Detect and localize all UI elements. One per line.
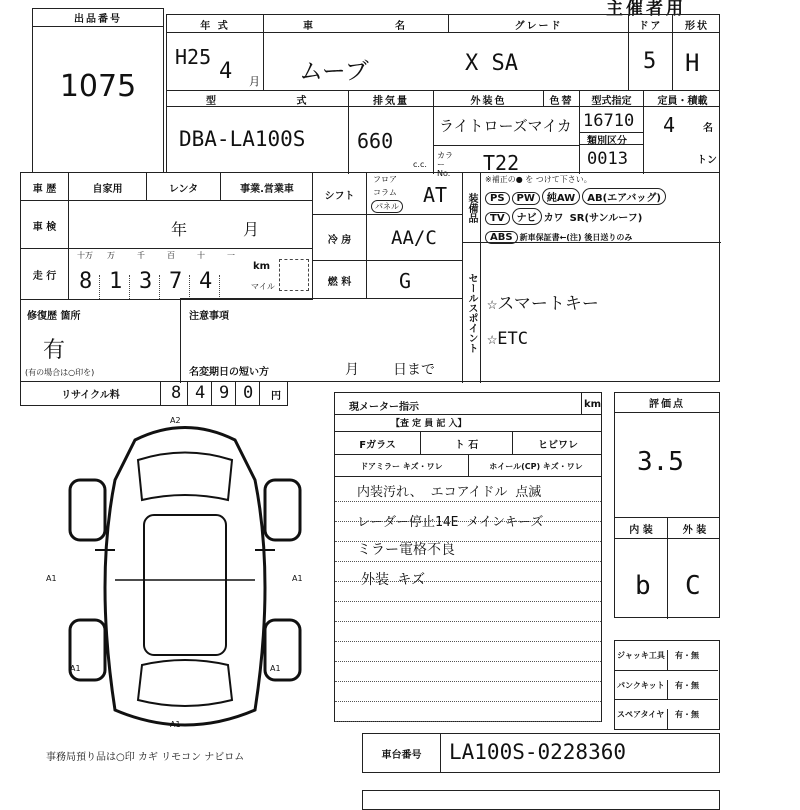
equipment-label: 装備品 <box>463 173 481 243</box>
fuel-label: 燃 料 <box>313 261 367 299</box>
displacement-header: 排気量 <box>349 91 434 107</box>
repair-value: 有 <box>43 338 66 363</box>
color-value: ライトローズマイカ <box>439 117 572 135</box>
lot-box <box>32 8 164 173</box>
model-value: DBA-LA100S <box>179 127 306 151</box>
history-option-private: 自家用 <box>69 173 147 201</box>
month-unit: 月 <box>249 75 260 88</box>
model-header: 型 <box>206 95 218 107</box>
inspector-note-3: ミラー電格不良 <box>357 542 455 558</box>
shape-value: H <box>685 49 700 77</box>
lot-number: 1075 <box>59 69 137 104</box>
cc-unit: c.c. <box>413 160 427 169</box>
capacity-header: 定員・積載 <box>657 95 708 107</box>
year-header: 年 式 <box>167 15 264 33</box>
equip-pw: PW <box>512 192 540 205</box>
meter-label: 現メーター指示 <box>349 402 419 413</box>
caution-label: 注意事項 <box>189 311 229 322</box>
inspector-note-1: 内装汚れ、 エコアイドル 点滅 <box>357 485 542 500</box>
bottom-table <box>362 790 720 810</box>
displacement-value: 660 <box>357 129 394 153</box>
equip-navi: ナビ <box>512 208 542 225</box>
car-diagram <box>40 420 330 740</box>
equip-sunroof: SR(サンルーフ) <box>569 213 643 224</box>
mileage-digit: 1 <box>109 269 123 294</box>
inspection-month-unit: 月 <box>243 220 260 239</box>
doors-value: 5 <box>643 49 657 74</box>
tool-label: パンクキット <box>617 680 668 700</box>
model-header-2: 式 <box>257 91 349 107</box>
shift-value: AT <box>423 183 448 207</box>
color-no-label: カラー No. <box>437 151 453 178</box>
grade-value: X SA <box>465 51 518 76</box>
mileage-unit-label: 一 <box>227 251 235 260</box>
history-option-rental: レンタ <box>147 173 221 201</box>
mileage-unit-label: 千 <box>137 251 145 260</box>
equip-tv: TV <box>485 212 510 225</box>
history-label: 車 歴 <box>21 173 69 201</box>
office-note: 事務局預り品は○印 カギ リモコン ナビロム <box>46 752 245 763</box>
shape-header: 形状 <box>685 20 709 32</box>
inspector-note-2: レーダー停止14E メインキーズ <box>357 515 544 530</box>
recycle-label: リサイクル料 <box>21 382 161 405</box>
ac-label: 冷 房 <box>313 215 367 261</box>
crack-label: ヒビワレ <box>538 439 578 451</box>
diagram-label-left-upper: A1 <box>46 574 57 583</box>
entry-label: 【査 定 員 記 入】 <box>391 419 467 429</box>
mileage-digit: 4 <box>199 269 213 294</box>
mile-label: マイル <box>251 282 275 291</box>
equip-warranty: 新車保証書←(注) 後日送りのみ <box>519 233 633 242</box>
repair-note: (有の場合は○印を) <box>25 368 95 377</box>
shift-option-floor: フロア <box>373 175 397 184</box>
equipment-note: ※補正の● を つけて下さい。 <box>485 175 592 184</box>
name-change-day: 日まで <box>393 362 435 378</box>
exterior-label: 外 装 <box>682 524 707 536</box>
mileage-digit: 7 <box>169 269 183 294</box>
score-box <box>614 392 720 618</box>
name-header: 名 <box>354 15 449 33</box>
color-change-header: 色替 <box>544 91 580 107</box>
inspector-note-4: 外装 キズ <box>361 572 426 588</box>
tool-row <box>615 699 718 729</box>
mileage-unit-label: 十万 <box>77 251 93 260</box>
tool-value: 有・無 <box>675 681 699 690</box>
type-designation-value: 16710 <box>583 111 635 131</box>
inspection-label: 車 検 <box>21 201 69 249</box>
mileage-unit-label: 百 <box>167 251 175 260</box>
name-change-month: 月 <box>345 362 359 378</box>
repair-label: 修復歴 箇所 <box>27 311 81 322</box>
equip-leather: カワ <box>543 213 564 224</box>
tools-box <box>614 640 720 730</box>
exterior-value: C <box>685 571 701 601</box>
recycle-box <box>20 381 288 406</box>
mileage-digit: 3 <box>139 269 153 294</box>
shift-option-panel: パネル <box>371 200 403 213</box>
month-value: 4 <box>219 59 233 84</box>
shift-label: シフト <box>313 173 367 215</box>
mileage-unit-label: 十 <box>197 251 205 260</box>
recycle-digit: 9 <box>219 383 230 403</box>
mileage-label: 走 行 <box>21 249 69 299</box>
capacity-value: 4 <box>663 113 676 137</box>
chassis-label: 車台番号 <box>363 734 441 772</box>
wheel-label: ホイール(CP) キズ・ワレ <box>489 461 583 471</box>
equip-aw: 純AW <box>542 188 580 205</box>
car-header: 車 <box>303 20 315 32</box>
diagram-label-bottom: A1 <box>170 720 181 729</box>
door-header: ドア <box>629 15 673 33</box>
diagram-label-right-upper: A1 <box>292 574 303 583</box>
interior-label: 内 装 <box>615 517 668 539</box>
history-section <box>20 172 720 382</box>
mileage-unit-label: 万 <box>107 251 115 260</box>
recycle-digit: 8 <box>171 383 182 403</box>
ton-unit: トン <box>697 155 717 166</box>
vehicle-table <box>166 14 720 178</box>
chassis-value: LA100S-0228360 <box>449 740 627 764</box>
fglass-options: ト 石 <box>421 431 513 455</box>
color-header: 外装色 <box>434 91 544 107</box>
class-category-header: 類別区分 <box>587 136 627 147</box>
interior-value: b <box>635 571 651 601</box>
recycle-digit: 0 <box>243 383 254 403</box>
equip-ps: PS <box>485 192 510 205</box>
sales-points-label: セールスポイント <box>463 243 481 383</box>
fglass-label: Fガラス <box>335 431 421 455</box>
score-label: 評価点 <box>615 393 719 413</box>
car-name-value: ムーブ <box>299 57 369 85</box>
score-value: 3.5 <box>637 447 684 477</box>
chassis-box <box>362 733 720 773</box>
tool-value: 有・無 <box>675 651 699 660</box>
fuel-value: G <box>399 269 412 293</box>
color-code-value: T22 <box>483 151 520 175</box>
km-label: km <box>253 261 271 272</box>
tool-label: スペアタイヤ <box>617 709 668 729</box>
tool-row <box>615 670 718 700</box>
inspection-year-unit: 年 <box>171 220 188 239</box>
sales-point-1: ☆スマートキー <box>487 294 599 314</box>
diagram-label-right-lower: A1 <box>270 664 281 673</box>
mirror-label: ドアミラー キズ・ワレ <box>335 455 469 477</box>
equip-abs: ABS <box>485 231 518 244</box>
recycle-digit: 4 <box>195 383 206 403</box>
diagram-label-top: A2 <box>170 416 181 425</box>
person-unit: 名 <box>703 123 713 134</box>
tool-value: 有・無 <box>675 710 699 719</box>
class-category-value: 0013 <box>587 149 628 169</box>
name-change-label: 名変期日の短い方 <box>189 367 269 378</box>
diagram-label-left-lower: A1 <box>70 664 81 673</box>
ac-value: AA/C <box>391 227 437 249</box>
year-value: H25 <box>175 45 212 69</box>
equip-ab: AB(エアバッグ) <box>582 188 666 205</box>
meter-unit: km <box>581 393 603 415</box>
tool-label: ジャッキ工具 <box>617 650 668 670</box>
shift-option-column: コラム <box>373 188 397 197</box>
type-designation-header: 型式指定 <box>580 91 644 107</box>
mileage-digit: 8 <box>79 269 93 294</box>
tool-row <box>615 641 718 670</box>
history-option-business: 事業.営業車 <box>240 183 294 195</box>
inspector-box <box>334 392 602 722</box>
lot-header: 出品番号 <box>33 9 163 27</box>
grade-header: グレード <box>449 15 629 33</box>
sales-point-2: ☆ETC <box>487 329 528 349</box>
recycle-unit: 円 <box>271 391 281 402</box>
top-right-label: 主催者用 <box>606 0 686 19</box>
